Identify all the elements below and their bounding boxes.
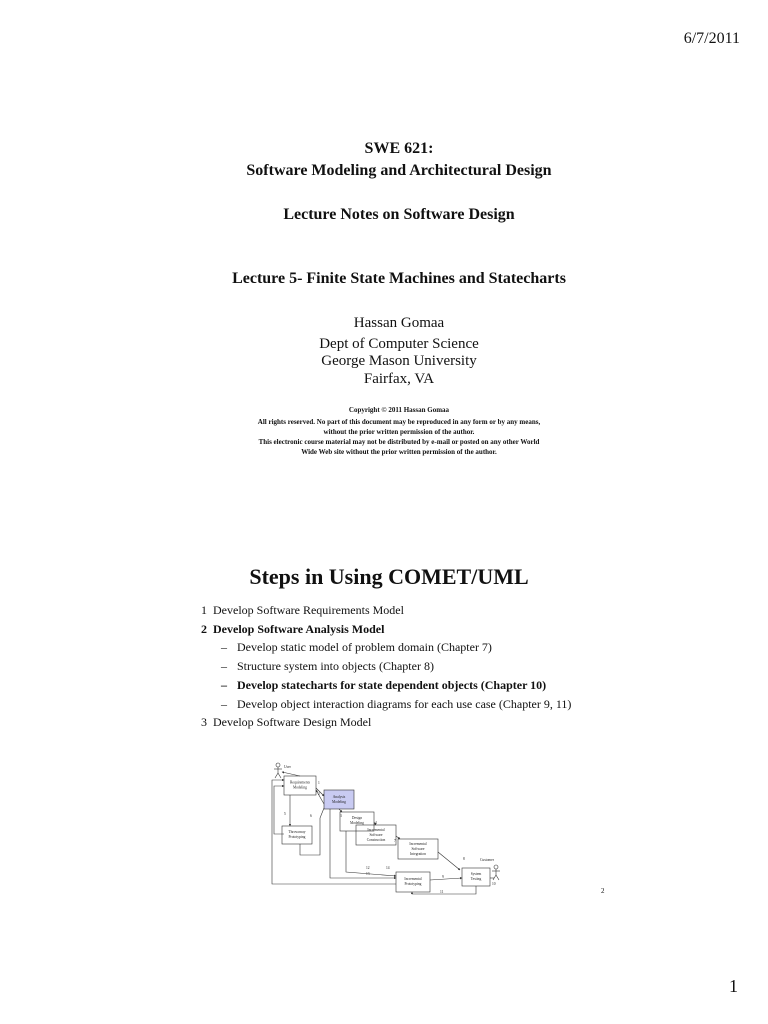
arrow-number: 5 (284, 812, 286, 816)
substep-item (221, 678, 546, 693)
box-label: Testing (470, 877, 482, 881)
arrow-number: 4 (375, 821, 377, 825)
comet-lifecycle-diagram (262, 760, 512, 900)
step-text: Develop Software Design Model (213, 715, 372, 729)
step-item (201, 603, 404, 618)
substep-text: Develop statecharts for state dependent objects (Chapter 10) (237, 678, 547, 692)
course-title: Software Modeling and Architectural Design (246, 162, 552, 179)
step-number: 3 (201, 715, 207, 729)
box-label: Construction (366, 838, 386, 842)
arrow-number: 10 (492, 882, 496, 886)
slide-number: 2 (601, 887, 605, 895)
customer-label: Customer (480, 858, 494, 862)
arrow-number: 14 (386, 866, 390, 870)
arrow-number: 13 (366, 872, 370, 876)
box-label: Modeling (293, 785, 307, 790)
substep-text: Develop object interaction diagrams for each use case (Chapter 9, 11) (237, 697, 572, 711)
user-label: User (284, 765, 291, 769)
author-name: Hassan Gomaa (353, 315, 445, 331)
box-label: Analysis (332, 795, 346, 799)
step-item (201, 715, 371, 730)
box-label: Requirements (290, 780, 310, 785)
arrow-number: 12 (366, 866, 370, 870)
course-code: SWE 621: (364, 140, 434, 157)
author-location: Fairfax, VA (363, 371, 435, 387)
box-label: Software (411, 847, 425, 851)
copyright-line: without the prior written permission of the author. (323, 428, 475, 436)
slide-title: Steps in Using COMET/UML (249, 564, 529, 589)
step-text: Develop Software Analysis Model (213, 622, 385, 636)
step-item (201, 622, 384, 637)
copyright-line: Copyright © 2011 Hassan Gomaa (348, 406, 450, 414)
box-label: Software (369, 833, 383, 837)
box-label: Integration (410, 852, 426, 856)
substep-item (221, 697, 571, 712)
step-number: 2 (201, 622, 207, 636)
arrow-number: 7 (394, 839, 396, 843)
copyright-line: All rights reserved. No part of this document may be reproduced in any form or by any means, (257, 418, 541, 426)
header-date: 6/7/2011 (683, 30, 740, 47)
substep-item (221, 659, 434, 674)
box-label: Incremental (409, 842, 427, 846)
dash-bullet: – (221, 697, 227, 711)
box-label: Prototyping (404, 882, 422, 886)
arrow-number: 6 (310, 814, 312, 818)
box-label: Prototyping (288, 835, 306, 839)
arrow-number: 1 (318, 781, 320, 785)
box-label: System (470, 872, 482, 876)
box-label: Modeling (350, 821, 364, 825)
arrow-number: 11 (440, 890, 444, 894)
dash-bullet: – (221, 640, 227, 654)
user-actor-icon (274, 763, 282, 778)
notes-title: Lecture Notes on Software Design (283, 206, 515, 223)
author-university: George Mason University (321, 353, 477, 369)
copyright-line: Wide Web site without the prior written permission of the author. (301, 448, 497, 456)
copyright-line: This electronic course material may not be distributed by e-mail or posted on any other World (258, 438, 540, 446)
substep-text: Structure system into objects (Chapter 8) (237, 659, 434, 673)
box-label: Incremental (367, 828, 385, 832)
step-number: 1 (201, 603, 207, 617)
box-label: Modeling (332, 800, 346, 804)
title-slide (0, 0, 768, 500)
dash-bullet: – (221, 678, 227, 692)
page-number: 1 (729, 976, 738, 996)
lecture-title: Lecture 5- Finite State Machines and Statecharts (232, 270, 566, 287)
author-dept: Dept of Computer Science (319, 336, 479, 352)
step-text: Develop Software Requirements Model (213, 603, 404, 617)
substep-item (221, 640, 492, 655)
dash-bullet: – (221, 659, 227, 673)
arrow-number: 2 (318, 792, 320, 796)
arrow-number: 9 (442, 875, 444, 879)
box-label: Throwaway (288, 830, 306, 834)
arrow-number: 3 (340, 814, 342, 818)
arrow-number: 8 (463, 857, 465, 861)
box-label: Incremental (404, 877, 422, 881)
box-label: Design (351, 816, 363, 820)
substep-text: Develop static model of problem domain (Chapter 7) (237, 640, 492, 654)
